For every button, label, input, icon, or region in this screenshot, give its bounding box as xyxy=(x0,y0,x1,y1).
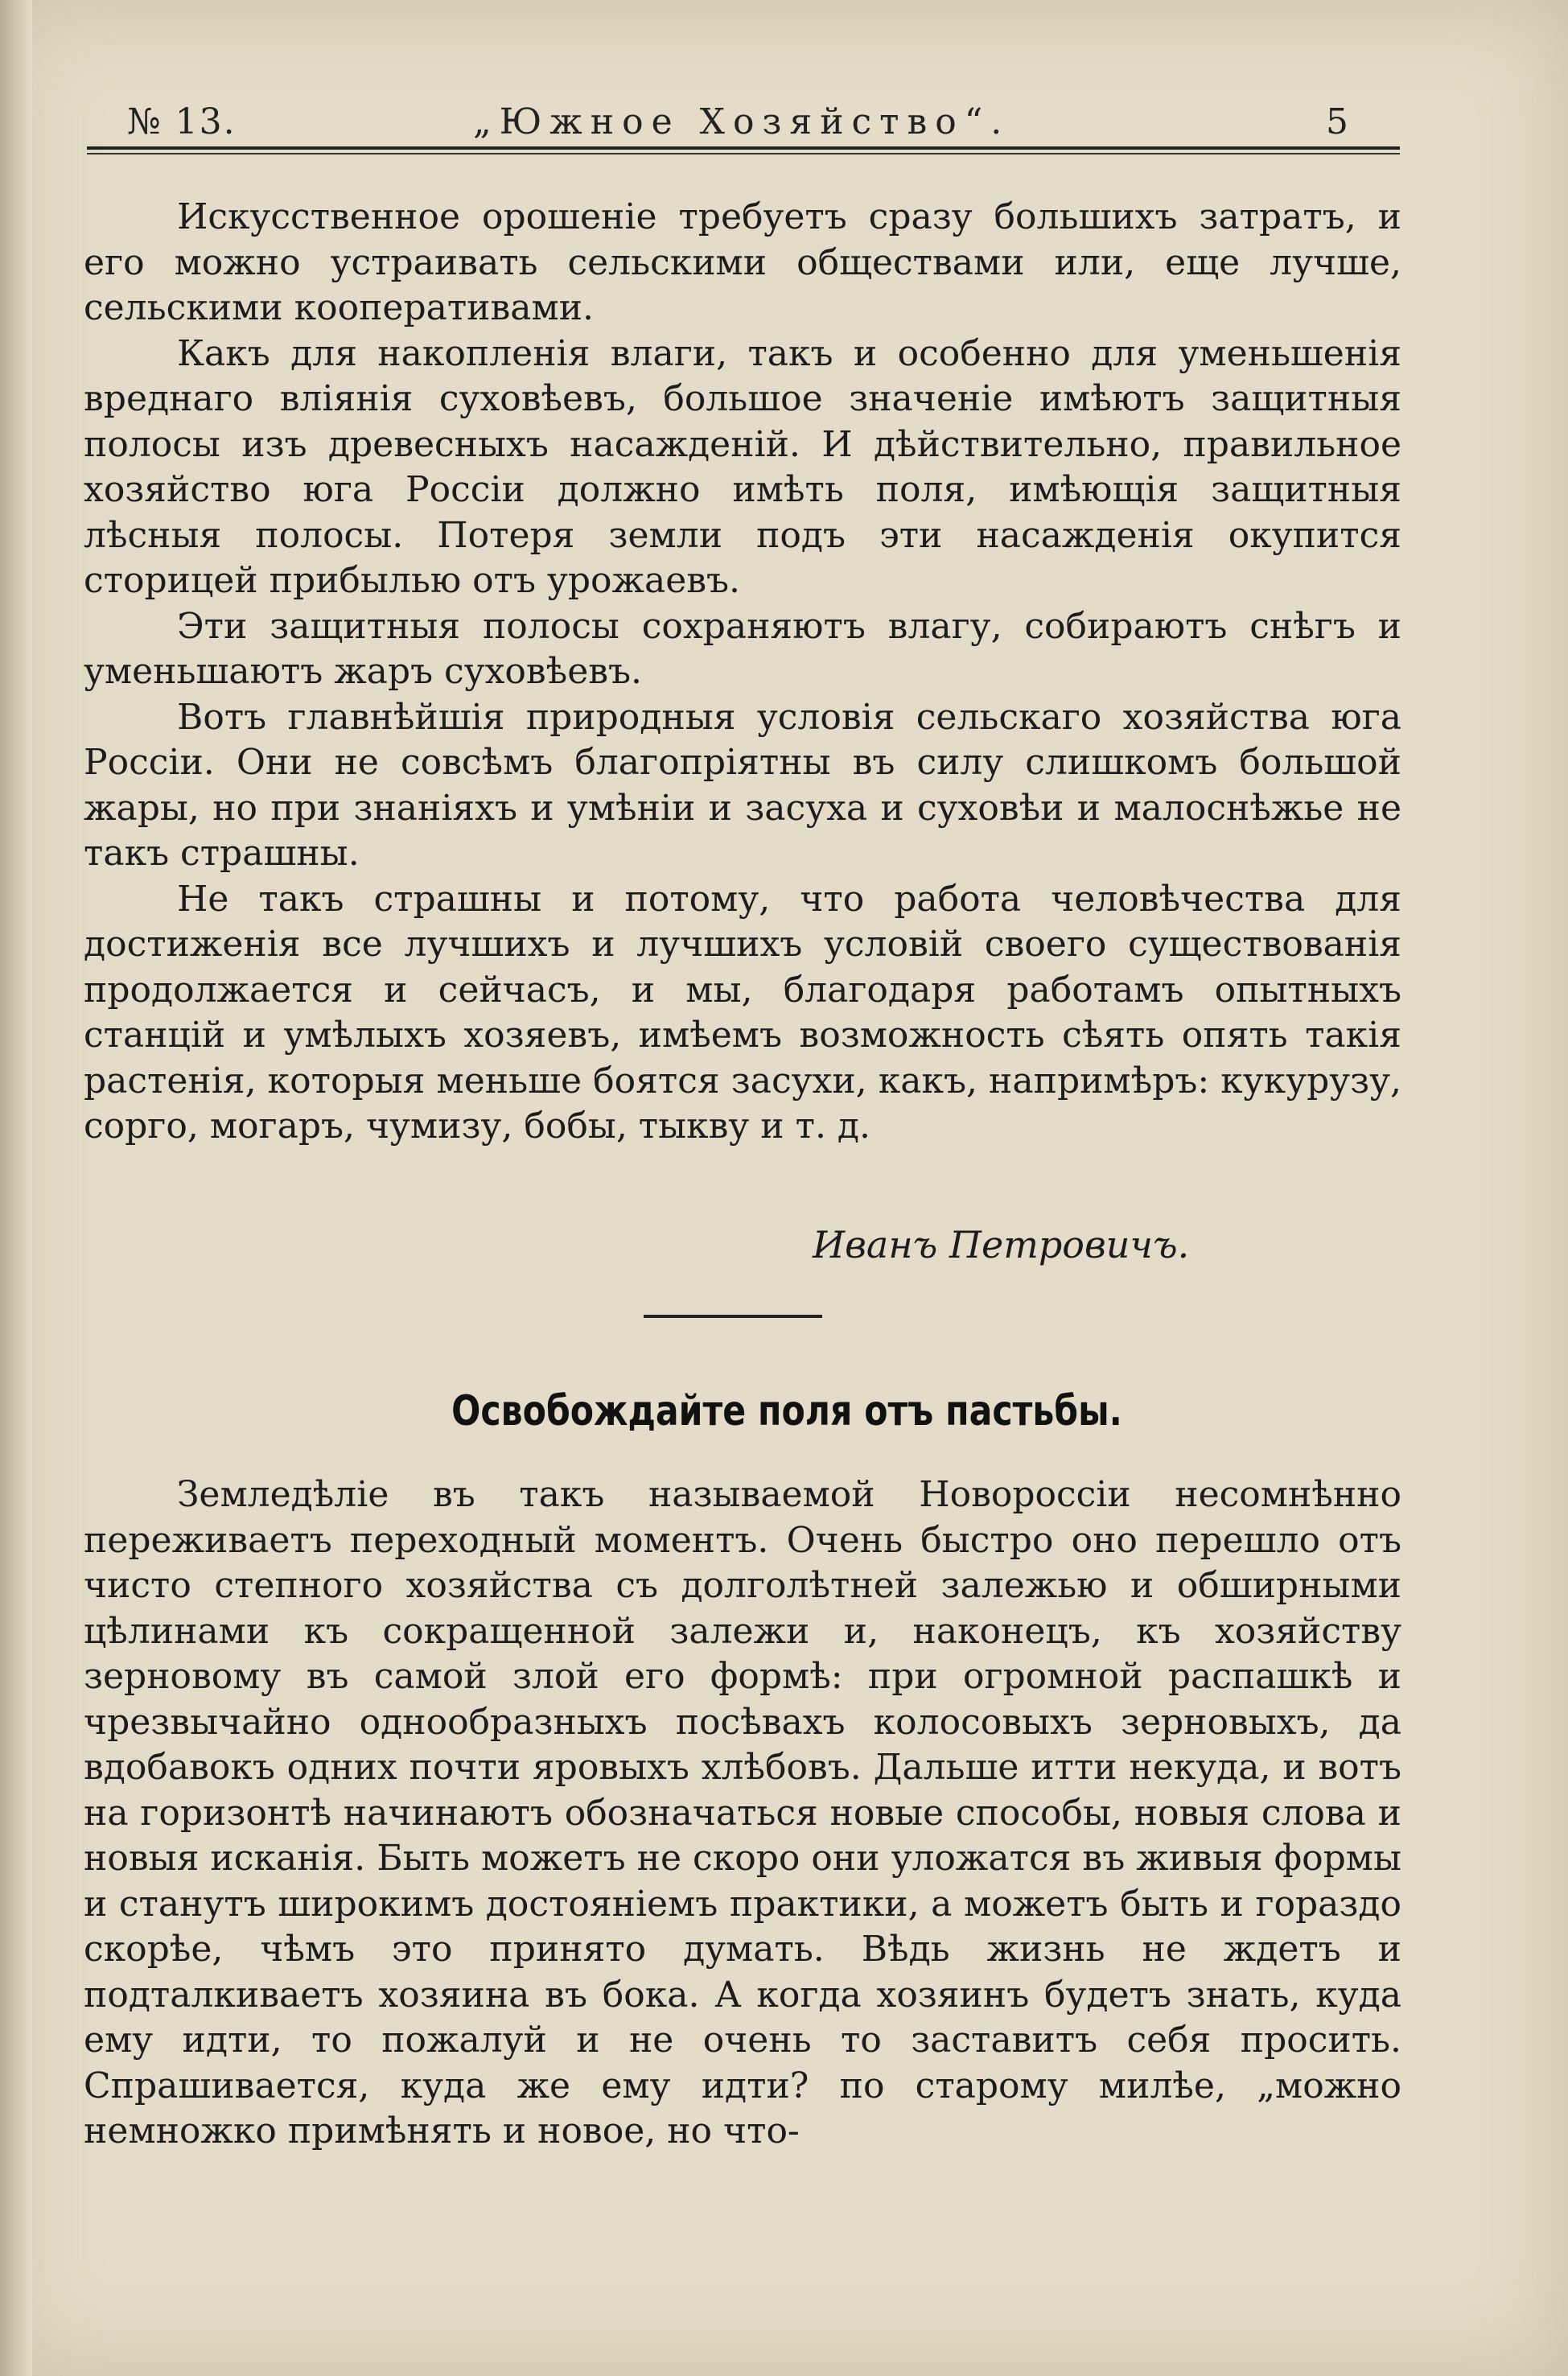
page-number: 5 xyxy=(1326,101,1348,142)
paragraph: Искусственное орошеніе требуетъ сразу большихъ затратъ, и его можно устраивать сельскими обществами или, еще лучше, сельскими кооперативами. xyxy=(84,196,1401,328)
article-headline: Освобождайте поля отъ пастьбы. xyxy=(451,1387,1122,1435)
paragraph: Не такъ страшны и потому, что работа человѣчества для достиженія все лучшихъ и лучшихъ условій своего существованія продолжается и сейчасъ, и мы, благодаря работамъ опытныхъ станцій и умѣлыхъ хозяевъ, имѣемъ возможность сѣять опять такія растенія, которыя меньше боятся засухи, какъ, напримѣръ: кукурузу, сорго, могаръ, чумизу, бобы, тыкву и т. д. xyxy=(84,878,1401,1147)
paragraph: Какъ для накопленія влаги, такъ и особенно для уменьшенія вреднаго вліянія суховѣевъ, большое значеніе имѣютъ защитныя полосы изъ древесныхъ насажденій. И дѣйствительно, правильное хозяйство юга Россіи должно имѣть поля, имѣющія защитныя лѣсныя полосы. Потеря земли подъ эти насажденія окупится сторицей прибылью отъ урожаевъ. xyxy=(84,332,1401,601)
paragraph: Земледѣліе въ такъ называемой Новороссіи несомнѣнно переживаетъ переходный моментъ. Очень быстро оно перешло отъ чисто степного хозяйства съ долголѣтней залежью и обширными цѣлинами къ сокращенной залежи и, наконецъ, къ хозяйству зерновому въ самой злой его формѣ: при огромной распашкѣ и чрезвычайно однообразныхъ посѣвахъ колосовыхъ зерновыхъ, да вдобавокъ одних почти яровыхъ хлѣбовъ. Дальше итти некуда, и вотъ на горизонтѣ начинаютъ обозначаться новые способы, новыя слова и новыя исканія. Быть можетъ не скоро они уложатся въ живыя формы и станутъ широкимъ достояніемъ практики, а можетъ быть и гораздо скорѣе, чѣмъ это принято думать. Вѣдь жизнь не ждетъ и подталкиваетъ хозяина въ бока. А когда хозяинъ будетъ знать, куда ему идти, то пожалуй и не очень то заставитъ себя просить. Спрашивается, куда же ему идти? по старому милѣе, „можно немножко примѣнять и новое, но что- xyxy=(84,1474,1401,2152)
author-signature: Иванъ Петровичъ. xyxy=(813,1223,1190,1266)
paragraph: Эти защитныя полосы сохраняютъ влагу, собираютъ снѣгъ и уменьшаютъ жаръ суховѣевъ. xyxy=(84,605,1401,692)
header-rule-thick xyxy=(87,146,1400,150)
article-body-1 xyxy=(84,195,1401,1150)
article-body-2 xyxy=(84,1472,1401,2155)
page-edge-shadow xyxy=(0,0,32,2376)
running-header xyxy=(80,95,1400,151)
paragraph: Вотъ главнѣйшія природныя условія сельскаго хозяйства юга Россіи. Они не совсѣмъ благопріятны въ силу слишкомъ большой жары, но при знаніяхъ и умѣніи и засуха и суховѣи и малоснѣжье не такъ страшны. xyxy=(84,696,1401,874)
journal-title: „Южное Хозяйство“. xyxy=(473,101,1010,142)
issue-number: № 13. xyxy=(127,101,237,142)
header-rule-thin xyxy=(87,153,1400,154)
section-divider xyxy=(644,1315,822,1318)
